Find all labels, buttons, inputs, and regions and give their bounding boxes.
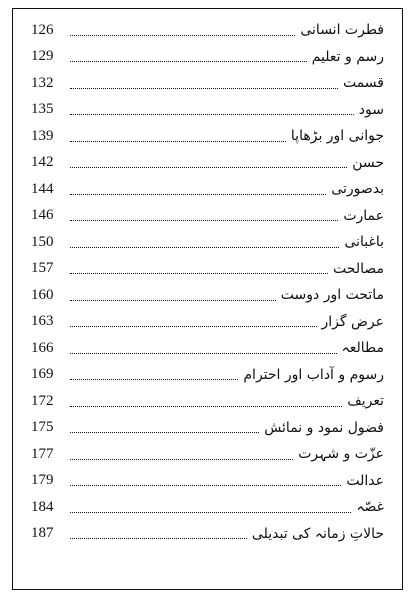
page-number: 179 [31, 472, 54, 489]
page-number: 146 [31, 207, 54, 224]
toc-entry [31, 309, 384, 336]
dot-leader [70, 192, 326, 195]
chapter-title: عمارت [343, 207, 384, 224]
chapter-title: رسوم و آداب اور احترام [243, 366, 384, 383]
page-number: 160 [31, 286, 54, 303]
dot-leader [70, 271, 328, 274]
chapter-title: بدصورتی [331, 181, 384, 198]
toc-entry [31, 17, 384, 44]
page-number: 187 [31, 525, 54, 542]
page-border [12, 8, 403, 590]
page-number: 150 [31, 233, 54, 250]
toc-entry [31, 494, 384, 521]
chapter-title: عرض گزار [321, 313, 384, 330]
chapter-title: حالاتِ زمانہ کی تبدیلی [251, 525, 384, 542]
chapter-title: فطرت انسانی [300, 22, 384, 39]
toc-entry [31, 282, 384, 309]
toc-entry [31, 203, 384, 230]
dot-leader [70, 165, 347, 168]
dot-leader [70, 483, 341, 486]
chapter-title: غصّہ [356, 499, 384, 516]
toc-entry [31, 229, 384, 256]
dot-leader [70, 245, 339, 248]
toc-entry [31, 521, 384, 548]
chapter-title: فضول نمود و نمائش [264, 419, 384, 436]
toc-entry [31, 362, 384, 389]
page-number: 135 [31, 101, 54, 118]
dot-leader [70, 218, 338, 221]
dot-leader [70, 298, 276, 301]
chapter-title: عزّت و شہرت [298, 446, 384, 463]
toc-entry [31, 335, 384, 362]
page-number: 157 [31, 260, 54, 277]
toc-entry [31, 176, 384, 203]
page-number: 132 [31, 74, 54, 91]
page-number: 126 [31, 21, 54, 38]
page-number: 172 [31, 392, 54, 409]
toc-entry [31, 415, 384, 442]
dot-leader [70, 112, 354, 115]
dot-leader [70, 351, 337, 354]
chapter-title: قسمت [342, 75, 384, 92]
chapter-title: حسن [352, 154, 384, 171]
chapter-title: تعریف [347, 393, 384, 410]
toc-entry [31, 256, 384, 283]
dot-leader [70, 536, 247, 539]
page-number: 177 [31, 445, 54, 462]
chapter-title: جوانی اور بڑھاپا [290, 128, 384, 145]
chapter-title: ماتحت اور دوست [280, 287, 384, 304]
dot-leader [70, 86, 338, 89]
toc-entry [31, 388, 384, 415]
chapter-title: مطالعہ [341, 340, 384, 357]
chapter-title: سود [358, 101, 384, 118]
chapter-title: باغبانی [344, 234, 384, 251]
page-number: 129 [31, 48, 54, 65]
toc-entry [31, 441, 384, 468]
table-of-contents [31, 17, 384, 547]
toc-entry [31, 123, 384, 150]
toc-entry [31, 468, 384, 495]
dot-leader [70, 510, 351, 513]
dot-leader [70, 404, 342, 407]
page-number: 175 [31, 419, 54, 436]
chapter-title: مصالحت [333, 260, 384, 277]
dot-leader [70, 457, 293, 460]
dot-leader [70, 139, 286, 142]
page-number: 139 [31, 127, 54, 144]
toc-entry [31, 44, 384, 71]
dot-leader [70, 430, 259, 433]
dot-leader [70, 59, 307, 62]
toc-entry [31, 70, 384, 97]
page-number: 144 [31, 180, 54, 197]
page-number: 163 [31, 313, 54, 330]
dot-leader [70, 33, 295, 36]
dot-leader [70, 377, 238, 380]
toc-entry [31, 150, 384, 177]
chapter-title: عدالت [346, 472, 384, 489]
page-number: 184 [31, 498, 54, 515]
page-number: 166 [31, 339, 54, 356]
toc-entry [31, 97, 384, 124]
chapter-title: رسم و تعلیم [311, 48, 384, 65]
page-number: 169 [31, 366, 54, 383]
page-number: 142 [31, 154, 54, 171]
dot-leader [70, 324, 317, 327]
